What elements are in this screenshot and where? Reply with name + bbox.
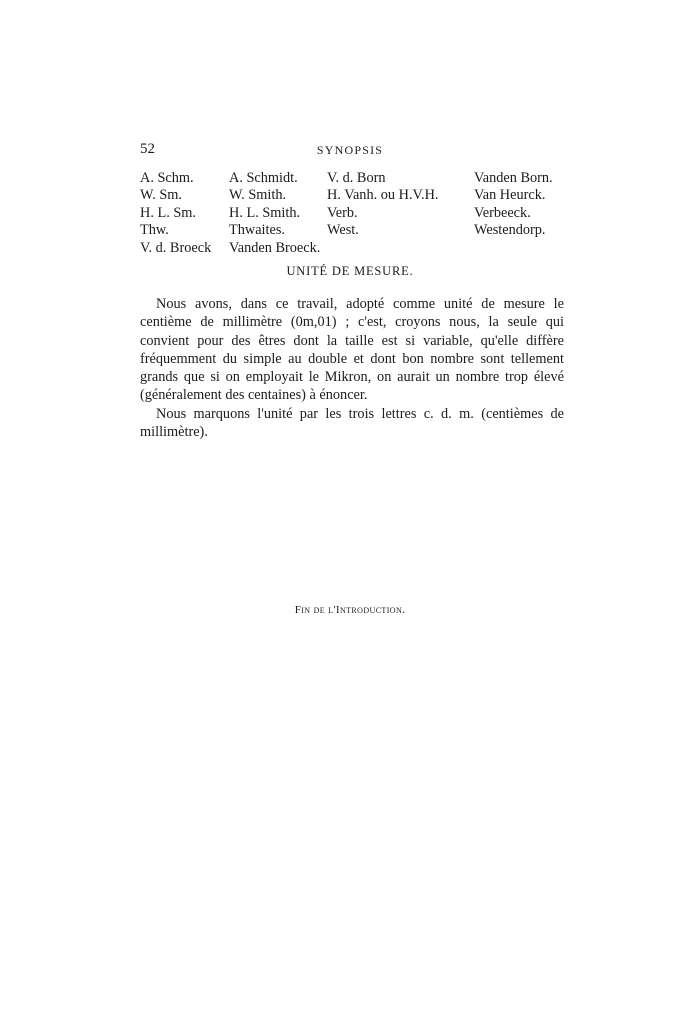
- author-name: Westendorp.: [474, 222, 546, 239]
- abbreviation: Verb.: [327, 204, 358, 221]
- author-name: Vanden Born.: [474, 170, 553, 186]
- page-number: 52: [140, 141, 155, 157]
- author-name: A. Schmidt.: [229, 170, 298, 186]
- author-name: W. Smith.: [229, 187, 287, 204]
- author-name: H. L. Smith.: [229, 204, 301, 221]
- abbreviation: West.: [327, 222, 359, 239]
- abbreviation: V. d. Broeck: [140, 239, 212, 256]
- abbreviation: Thw.: [140, 222, 169, 239]
- abbreviation: H. L. Sm.: [140, 204, 197, 221]
- author-name: Vanden Broeck.: [229, 239, 321, 256]
- body-text: [140, 295, 564, 441]
- author-name: Verbeeck.: [474, 204, 531, 221]
- abbreviation: H. Vanh. ou H.V.H.: [327, 187, 439, 204]
- abbreviation: W. Sm.: [140, 187, 182, 204]
- abbreviation: A. Schm.: [140, 170, 194, 186]
- paragraph: Nous marquons l'unité par les trois lettres c. d. m. (centièmes de millimètre).: [140, 405, 564, 441]
- running-head: SYNOPSIS: [316, 143, 384, 157]
- section-heading: UNITÉ DE MESURE.: [286, 264, 414, 278]
- end-note: Fin de l'Introduction.: [294, 604, 406, 616]
- paragraph: Nous avons, dans ce travail, adopté comme unité de mesure le centième de millimètre (0m,01) ; c'est, croyons nous, la seule qui convient pour des êtres dont la taille est si variable, qu'elle diffère fréquemment du simple au double et dont bon nombre sont tellement grands que si on employait le Mikron, on aurait un nombre trop élevé (généralement des centaines) à énoncer.: [140, 296, 564, 404]
- author-name: Thwaites.: [229, 222, 285, 239]
- abbreviation: V. d. Born: [327, 170, 386, 186]
- author-name: Van Heurck.: [474, 187, 546, 204]
